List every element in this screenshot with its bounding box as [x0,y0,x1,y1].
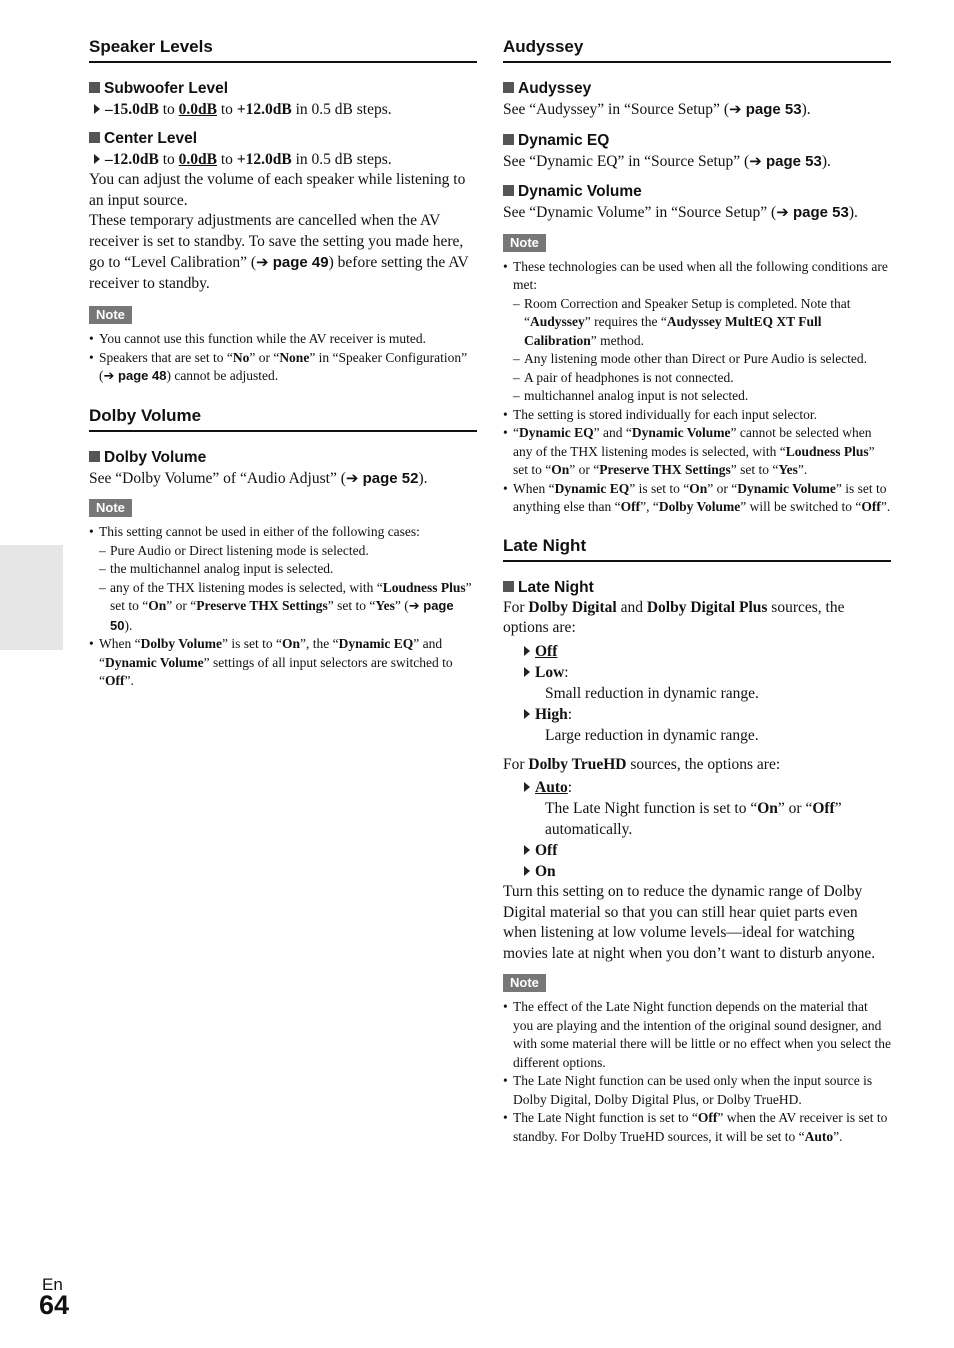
list-item: – Pure Audio or Direct listening mode is selected. [99,542,477,561]
sub-list [513,295,891,406]
note-badge: Note [89,499,132,517]
list-item: • Speakers that are set to “No” or “None” in “Speaker Configuration” (➔ page 48) cannot be adjusted. [89,349,477,387]
subheading-dynamic-eq: Dynamic EQ [503,131,891,151]
right-column [503,36,891,1146]
option-off: Off [519,641,891,662]
triangle-bullet-icon [524,646,530,656]
list-item: – the multichannel analog input is selected. [99,560,477,579]
options-dolby-digital [503,641,891,746]
triangle-bullet-icon [524,845,530,855]
list-item: – multichannel analog input is not selected. [513,387,891,406]
note-badge: Note [503,234,546,252]
square-bullet-icon [89,451,100,462]
square-bullet-icon [503,185,514,196]
section-title-dolby-volume: Dolby Volume [89,405,477,432]
body-text: These temporary adjustments are cancelled when the AV receiver is set to standby. To save the setting you made here, go to “Level Calibration” (➔ page 49) before setting the AV receiver to standby. [89,212,469,292]
subheading-audyssey: Audyssey [503,79,891,99]
subheading-subwoofer-level: Subwoofer Level [89,79,477,99]
list-item: – Room Correction and Speaker Setup is completed. Note that “Audyssey” requires the “Audyssey MultEQ XT Full Calibration” method. [513,295,891,351]
option-low: Low: Small reduction in dynamic range. [519,662,891,704]
body-text: For Dolby TrueHD sources, the options are: [503,755,781,773]
note-list [89,523,477,691]
subwoofer-range: –15.0dB to 0.0dB to +12.0dB in 0.5 dB steps. [89,99,477,120]
triangle-bullet-icon [524,866,530,876]
square-bullet-icon [89,82,100,93]
list-item: • When “Dolby Volume” is set to “On”, the “Dynamic EQ” and “Dynamic Volume” settings of all input selectors are switched to “Off”. [89,635,477,691]
option-high: High: Large reduction in dynamic range. [519,704,891,746]
body-text: See “Audyssey” in “Source Setup” (➔ page 53). [503,100,811,118]
square-bullet-icon [503,134,514,145]
section-title-audyssey: Audyssey [503,36,891,63]
arrow-right-icon: ➔ [728,100,742,118]
body-text: See “Dynamic EQ” in “Source Setup” (➔ page 53). [503,151,831,170]
square-bullet-icon [503,581,514,592]
list-item: • The effect of the Late Night function depends on the material that you are playing and the intention of the original sound designer, and with some material there will be little or no effect when you select the different options. [503,998,891,1072]
subheading-dynamic-volume: Dynamic Volume [503,182,891,202]
arrow-right-icon: ➔ [256,253,269,271]
option-off: Off [519,840,891,861]
note-list [503,258,891,517]
options-truehd [503,777,891,882]
note-badge: Note [503,974,546,992]
subheading-dolby-volume: Dolby Volume [89,448,477,468]
list-item: • These technologies can be used when all the following conditions are met: – Room Correction and Speaker Setup is completed. Note that “Audyssey” requires the “Audyssey MultEQ XT Full Calibration” method. – Any listening mode other than Direct or Pure Audio is selected. – A pair of headphones is not connected. – multichannel analog input is not selected. [503,258,891,406]
square-bullet-icon [89,132,100,143]
option-auto: Auto: The Late Night function is set to “On” or “Off” automatically. [519,777,891,840]
center-range: –12.0dB to 0.0dB to +12.0dB in 0.5 dB steps. [89,149,477,170]
list-item: – Any listening mode other than Direct or Pure Audio is selected. [513,350,891,369]
arrow-right-icon: ➔ [408,599,420,614]
arrow-right-icon: ➔ [749,151,762,170]
list-item: • The Late Night function is set to “Off” when the AV receiver is set to standby. For Dolby TrueHD sources, it will be set to “Auto”. [503,1109,891,1146]
subheading-late-night: Late Night [503,578,891,598]
triangle-bullet-icon [524,667,530,677]
square-bullet-icon [503,82,514,93]
arrow-right-icon: ➔ [776,203,789,221]
section-title-speaker-levels: Speaker Levels [89,36,477,63]
section-title-late-night: Late Night [503,535,891,562]
language-label: En [42,1275,63,1294]
list-item: • This setting cannot be used in either of the following cases: – Pure Audio or Direct listening mode is selected. – the multichannel analog input is selected. – any of the THX listening modes is selected, with “Loudness Plus” set to “On” or “Preserve THX Settings” set to “Yes” (➔ page 50). [89,523,477,635]
subheading-center-level: Center Level [89,129,477,149]
note-list [503,998,891,1146]
page-number: 64 [39,1290,70,1320]
body-text: See “Dolby Volume” of “Audio Adjust” (➔ page 52). [89,468,428,487]
triangle-bullet-icon [94,104,100,114]
body-text: You can adjust the volume of each speaker while listening to an input source. [89,171,466,209]
list-item: – A pair of headphones is not connected. [513,369,891,388]
sub-list [99,542,477,636]
left-column [89,36,477,691]
note-badge: Note [89,306,132,324]
body-text: Turn this setting on to reduce the dynamic range of Dolby Digital material so that you can still hear quiet parts even when listening at low volume levels—ideal for watching movies late at night when you don’t want to disturb anyone. [503,883,876,962]
list-item: • The setting is stored individually for each input selector. [503,406,891,425]
arrow-right-icon: ➔ [345,468,359,487]
list-item: • When “Dynamic EQ” is set to “On” or “Dynamic Volume” is set to anything else than “Off”, “Dolby Volume” will be switched to “Off”. [503,480,891,517]
triangle-bullet-icon [94,154,100,164]
list-item: • You cannot use this function while the AV receiver is muted. [89,330,477,349]
triangle-bullet-icon [524,782,530,792]
body-text: For Dolby Digital and Dolby Digital Plus sources, the options are: [503,598,845,636]
list-item: • The Late Night function can be used only when the input source is Dolby Digital, Dolby Digital Plus, or Dolby TrueHD. [503,1072,891,1109]
body-text: See “Dynamic Volume” in “Source Setup” (➔ page 53). [503,203,858,221]
list-item: • “Dynamic EQ” and “Dynamic Volume” cannot be selected when any of the THX listening modes is selected, with “Loudness Plus” set to “On” or “Preserve THX Settings” set to “Yes”. [503,424,891,480]
arrow-right-icon: ➔ [103,369,115,384]
list-item: – any of the THX listening modes is selected, with “Loudness Plus” set to “On” or “Preserve THX Settings” set to “Yes” (➔ page 50). [99,579,477,636]
note-list [89,330,477,387]
triangle-bullet-icon [524,709,530,719]
option-on: On [519,861,891,882]
side-tab [0,545,63,650]
